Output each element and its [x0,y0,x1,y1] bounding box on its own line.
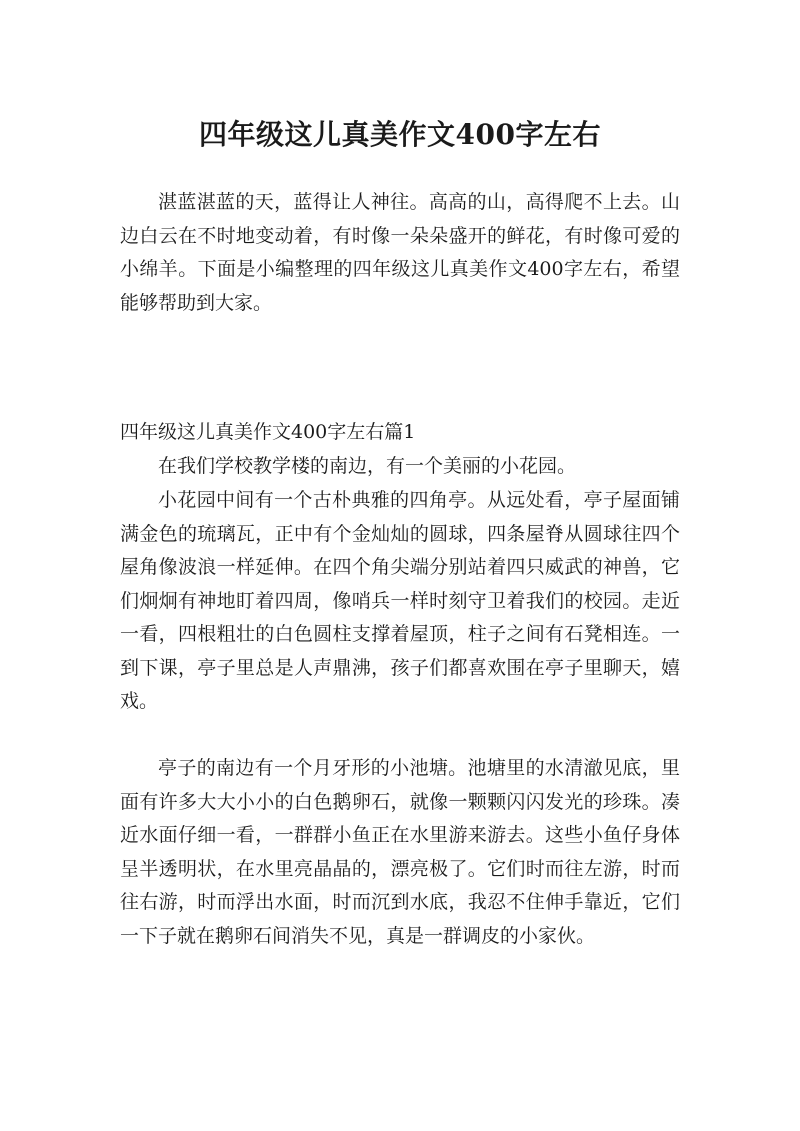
document-title: 四年级这儿真美作文400字左右 [199,117,601,151]
body-paragraph-1: 在我们学校教学楼的南边，有一个美丽的小花园。 [158,455,577,477]
body-paragraph-2: 小花园中间有一个古朴典雅的四角亭。从远处看，亭子屋面铺满金色的琉璃瓦，正中有个金灿灿的圆球，四条屋脊从圆球往四个屋角像波浪一样延伸。在四个角尖端分别站着四只威武的神兽，它们炯炯有神地盯着四周，像哨兵一样时刻守卫着我们的校园。走近一看，四根粗壮的白色圆柱支撑着屋顶，柱子之间有石凳相连。一到下课，亭子里总是人声鼎沸，孩子们都喜欢围在亭子里聊天，嬉戏。 [120,489,680,712]
body-paragraph-3: 亭子的南边有一个月牙形的小池塘。池塘里的水清澈见底，里面有许多大大小小的白色鹅卵石，就像一颗颗闪闪发光的珍珠。凑近水面仔细一看，一群群小鱼正在水里游来游去。这些小鱼仔身体呈半透明状，在水里亮晶晶的，漂亮极了。它们时而往左游，时而往右游，时而浮出水面，时而沉到水底，我忍不住伸手靠近，它们一下子就在鹅卵石间消失不见，真是一群调皮的小家伙。 [120,757,680,947]
intro-paragraph: 湛蓝湛蓝的天，蓝得让人神往。高高的山，高得爬不上去。山边白云在不时地变动着，有时像一朵朵盛开的鲜花，有时像可爱的小绵羊。下面是小编整理的四年级这儿真美作文400字左右，希望能够帮助到大家。 [120,191,680,314]
section-heading: 四年级这儿真美作文400字左右篇1 [120,421,416,443]
